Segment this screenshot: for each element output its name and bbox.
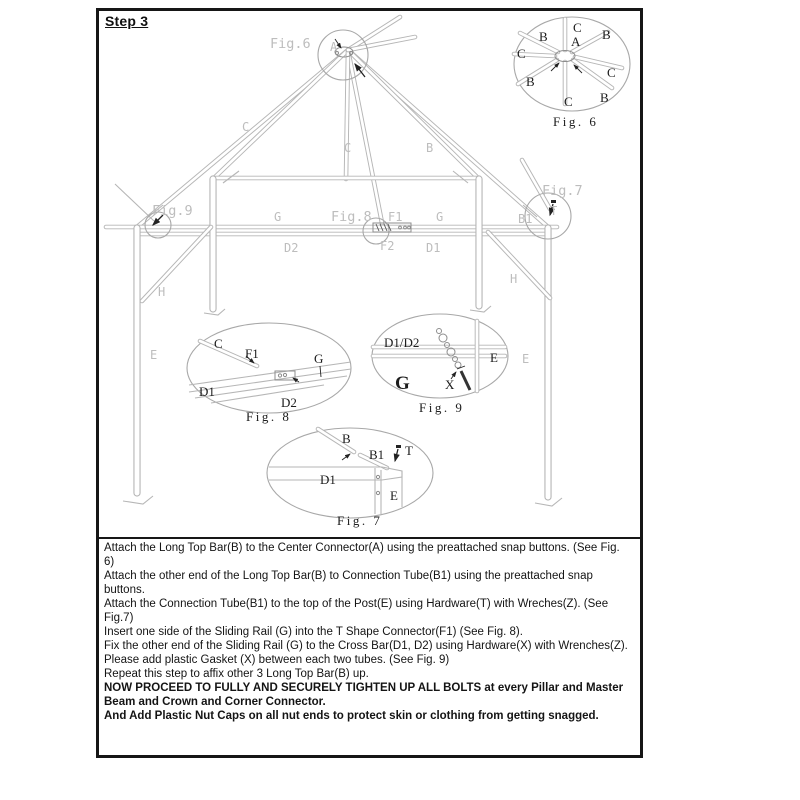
warning-tighten-bolts-2: Beam and Crown and Corner Connector. bbox=[104, 696, 326, 708]
fig6-label-c-bottom: C bbox=[564, 94, 573, 109]
fig8-label-d1: D1 bbox=[199, 384, 215, 399]
warning-tighten-bolts-1: NOW PROCEED TO FULLY AND SECURELY TIGHTEN UP ALL BOLTS at every Pillar and Master bbox=[104, 682, 624, 694]
part-label-c1: C bbox=[242, 120, 250, 134]
part-label-f2: F2 bbox=[380, 239, 395, 253]
fig8-caption: Fig. 8 bbox=[246, 409, 292, 424]
part-label-h2: H bbox=[510, 272, 518, 286]
fig7-label-b: B bbox=[342, 431, 351, 446]
fig7-label-b1: B1 bbox=[369, 447, 385, 462]
instruction-attach-other-end-1: Attach the other end of the Long Top Bar(B) to Connection Tube(B1) using the preattached snap bbox=[104, 570, 593, 582]
fig6-label-a: A bbox=[571, 34, 581, 49]
part-label-e2: E bbox=[522, 352, 530, 366]
fig6-label-c-top: C bbox=[573, 20, 582, 35]
fig6-label-b-lr: B bbox=[600, 90, 609, 105]
part-label-h1: H bbox=[158, 285, 166, 299]
instruction-fix-sliding-rail: Fix the other end of the Sliding Rail (G) to the Cross Bar(D1, D2) using Hardware(X) with Wrenches(Z). bbox=[104, 640, 628, 652]
instruction-repeat-step: Repeat this step to affix other 3 Long Top Bar(B) up. bbox=[104, 668, 369, 680]
fig9-label-d1d2: D1/D2 bbox=[384, 335, 420, 350]
fig9-label-e: E bbox=[490, 350, 498, 365]
manual-page bbox=[96, 8, 643, 758]
fig8-label-c: C bbox=[214, 336, 223, 351]
fig9-ref-label: Fig.9 bbox=[152, 203, 193, 219]
instruction-attach-other-end-2: buttons. bbox=[104, 584, 145, 596]
fig9-label-x: X bbox=[445, 377, 455, 392]
part-label-a: A bbox=[330, 40, 338, 54]
instruction-insert-sliding-rail: Insert one side of the Sliding Rail (G) into the T Shape Connector(F1) (See Fig. 8). bbox=[104, 626, 523, 638]
assembly-diagram bbox=[99, 11, 640, 537]
instruction-add-gasket: Please add plastic Gasket (X) between each two tubes. (See Fig. 9) bbox=[104, 654, 450, 666]
fig6-label-b-tl: B bbox=[539, 29, 548, 44]
part-label-b: B bbox=[426, 141, 434, 155]
part-label-c2: C bbox=[344, 141, 352, 155]
fig6-caption: Fig. 6 bbox=[553, 114, 599, 129]
instructions-panel bbox=[99, 537, 640, 755]
fig7-label-t: T bbox=[405, 443, 413, 458]
fig7-label-e: E bbox=[390, 488, 398, 503]
frame-structure bbox=[106, 17, 562, 506]
fig9-detail bbox=[372, 314, 508, 415]
fig6-detail bbox=[514, 17, 630, 129]
part-label-d2: D2 bbox=[284, 241, 299, 255]
fig8-detail bbox=[187, 323, 351, 424]
fig7-caption: Fig. 7 bbox=[337, 513, 383, 528]
fig7-ref-label: Fig.7 bbox=[542, 183, 583, 199]
fig7-label-d1: D1 bbox=[320, 472, 336, 487]
fig7-detail bbox=[267, 428, 433, 528]
part-label-d1: D1 bbox=[426, 241, 441, 255]
part-label-g1: G bbox=[274, 210, 282, 224]
fig6-label-b-tr: B bbox=[602, 27, 611, 42]
fig8-label-f1: F1 bbox=[245, 346, 259, 361]
part-label-f1: F1 bbox=[388, 210, 403, 224]
fig9-caption: Fig. 9 bbox=[419, 400, 465, 415]
instruction-attach-top-bar: Attach the Long Top Bar(B) to the Center Connector(A) using the preattached snap buttons. (See Fig. 6) bbox=[104, 542, 620, 568]
warning-nut-caps: And Add Plastic Nut Caps on all nut ends to protect skin or clothing from getting snagged. bbox=[104, 710, 599, 722]
step-heading: Step 3 bbox=[105, 13, 149, 29]
part-label-b1: B1 bbox=[518, 212, 533, 226]
fig8-label-d2: D2 bbox=[281, 395, 297, 410]
fig8-ref-label: Fig.8 bbox=[331, 209, 372, 225]
fig6-label-c-right: C bbox=[607, 65, 616, 80]
instruction-attach-connection-tube-2: Fig.7) bbox=[104, 612, 134, 624]
fig6-label-c-left: C bbox=[517, 46, 526, 61]
part-label-t: T bbox=[550, 204, 558, 218]
part-label-e1: E bbox=[150, 348, 158, 362]
fig8-label-g: G bbox=[314, 351, 324, 366]
fig6-ref-label: Fig.6 bbox=[270, 36, 311, 52]
fig9-label-g: G bbox=[395, 373, 410, 394]
part-label-g2: G bbox=[436, 210, 444, 224]
fig6-label-b-ll: B bbox=[526, 74, 535, 89]
instruction-attach-connection-tube-1: Attach the Connection Tube(B1) to the top of the Post(E) using Hardware(T) with Wreches(Z). (See bbox=[104, 598, 609, 610]
